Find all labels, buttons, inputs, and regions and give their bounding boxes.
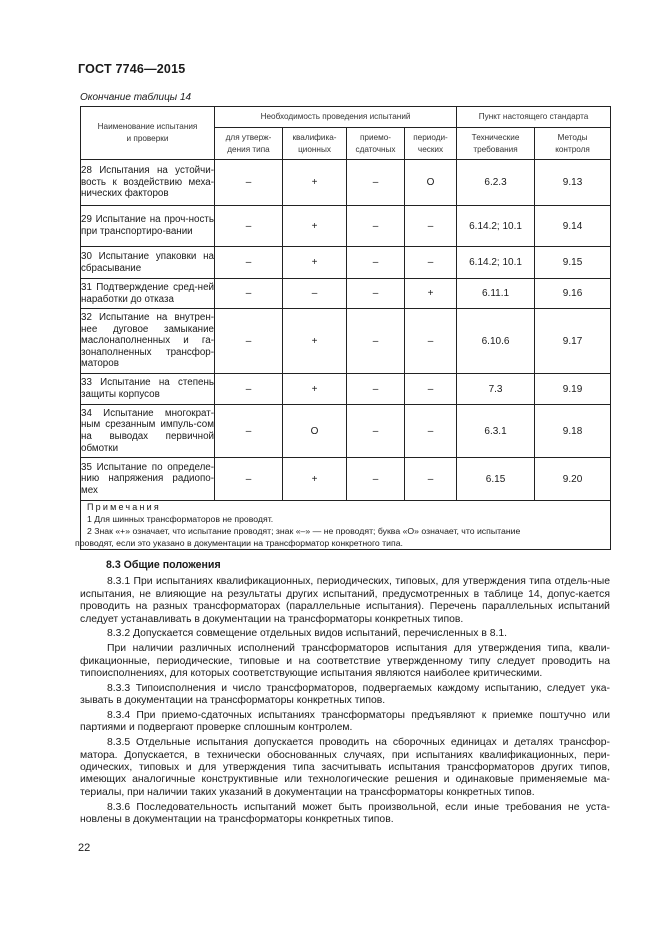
cell-type: – [215,309,283,374]
cell-qual: – [283,279,347,309]
cell-qual: + [283,247,347,279]
table-row [81,247,611,279]
cell-accept: – [347,247,405,279]
notes-row [81,501,611,550]
cell-period: – [405,206,457,247]
paragraph: 8.3.3 Типоисполнения и число трансформаторов, подвергаемых каждому испытанию, следует ука-зывать в документации на трансформаторы конкретных типов. [80,682,610,707]
test-name: 31 Подтверждение сред-ней наработки до отказа [81,279,215,309]
col-header-control-methods: Методы контроля [535,128,611,160]
cell-method: 9.20 [535,458,611,501]
table-row [81,160,611,206]
cell-type: – [215,374,283,405]
cell-qual: + [283,206,347,247]
cell-period: – [405,309,457,374]
col-header-type-approval: для утверж-дения типа [215,128,283,160]
table-row [81,458,611,501]
note-2-continuation: проводят, если это указано в документации на трансформатор конкретного типа. [75,538,403,548]
cell-accept: – [347,309,405,374]
cell-tech: 6.11.1 [457,279,535,309]
col-header-qualification: квалифика-ционных [283,128,347,160]
cell-method: 9.14 [535,206,611,247]
cell-method: 9.18 [535,405,611,458]
cell-type: – [215,247,283,279]
cell-period: – [405,247,457,279]
section-title: 8.3 Общие положения [106,559,221,571]
paragraph: 8.3.4 При приемо-сдаточных испытаниях трансформаторы предъявляют к приемке поштучно или партиями и подвергают проверке сплошным контролем. [80,710,610,734]
cell-method: 9.15 [535,247,611,279]
paragraph: При наличии различных исполнений трансформаторов испытания для утверждения типа, квали-фикационные, периодические, типовые и на соответствие утвержденному типу следует проводить на типоисполнениях, для которых соответствующие испытания являются наиболее критическими. [80,643,610,680]
col-header-technical-requirements: Технические требования [457,128,535,160]
cell-accept: – [347,206,405,247]
paragraph: 8.3.6 Последовательность испытаний может быть произвольной, если иные требования не уста-новлены в документации на трансформаторы конкретных типов. [80,801,610,826]
cell-method: 9.13 [535,160,611,206]
cell-tech: 6.3.1 [457,405,535,458]
cell-qual: + [283,160,347,206]
paragraph: 8.3.1 При испытаниях квалификационных, периодических, типовых, для утверждения типа отдель-ные испытания, не влияющие на результаты других испытаний, предусмотренных в таблице 14, допус-кается проводить на разных трансформаторах (параллельные испытания). Перечень параллельных испытаний следует устанавливать в документации на трансформаторы конкретных типов. [80,576,610,625]
cell-tech: 6.14.2; 10.1 [457,247,535,279]
tests-table [75,106,611,550]
cell-method: 9.17 [535,309,611,374]
page-number: 22 [78,842,91,854]
test-name: 29 Испытание на проч-ность при транспортиро-вании [81,206,215,247]
cell-type: – [215,405,283,458]
cell-type: – [215,206,283,247]
col-header-periodic: периоди-ческих [405,128,457,160]
table-row [81,374,611,405]
note-2: 2 Знак «+» означает, что испытание проводят; знак «–» — не проводят; буква «О» означает, что испытание [87,526,521,536]
paragraph: 8.3.5 Отдельные испытания допускается проводить на сборочных единицах и деталях трансфор-матора. Допускается, в технически обоснованных случаях, при испытаниях квалификационных, пери-одических, типовых и для утверждения типа засчитывать испытания трансформаторов других типов, имеющих аналогичные конструктивные или технологические решения и одинаковые применяемые ма-териалы, при наличии таких указаний в документации на трансформаторы конкретных типов. [80,737,610,798]
cell-type: – [215,279,283,309]
cell-accept: – [347,374,405,405]
cell-accept: – [347,279,405,309]
cell-accept: – [347,458,405,501]
table-caption: Окончание таблицы 14 [80,92,192,103]
cell-method: 9.16 [535,279,611,309]
header-clause: Пункт настоящего стандарта [457,107,611,128]
header-necessity: Необходимость проведения испытаний [215,107,457,128]
col-header-name: Наименование испытания и проверки [81,107,215,160]
cell-period: – [405,458,457,501]
cell-tech: 6.14.2; 10.1 [457,206,535,247]
cell-type: – [215,458,283,501]
cell-type: – [215,160,283,206]
document-header: ГОСТ 7746—2015 [78,62,186,76]
table-row [81,405,611,458]
test-name: 32 Испытание на внутрен-нее дуговое замыкание маслонаполненных и га-зонаполненных трансфор-маторов [81,309,215,374]
cell-period: – [405,374,457,405]
table-row [81,279,611,309]
cell-tech: 6.15 [457,458,535,501]
notes-title: Примечания [87,502,161,512]
test-name: 30 Испытание упаковки на сбрасывание [81,247,215,279]
cell-qual: + [283,458,347,501]
col-header-acceptance: приемо-сдаточных [347,128,405,160]
paragraph: 8.3.2 Допускается совмещение отдельных видов испытаний, перечисленных в 8.1. [107,628,508,640]
cell-tech: 7.3 [457,374,535,405]
test-name: 35 Испытание по определе-нию напряжения радиопо-мех [81,458,215,501]
test-name: 28 Испытания на устойчи-вость к воздействию меха-нических факторов [81,160,215,206]
cell-accept: – [347,405,405,458]
table-notes [75,501,611,550]
cell-qual: + [283,374,347,405]
cell-period: О [405,160,457,206]
cell-tech: 6.10.6 [457,309,535,374]
test-name: 34 Испытание многократ-ным срезанным импуль-сом на выводах первичной обмотки [81,405,215,458]
cell-tech: 6.2.3 [457,160,535,206]
table-row [81,309,611,374]
note-1: 1 Для шинных трансформаторов не проводят. [87,514,274,524]
section-body [80,559,610,829]
cell-period: – [405,405,457,458]
test-name: 33 Испытание на степень защиты корпусов [81,374,215,405]
cell-qual: + [283,309,347,374]
cell-period: + [405,279,457,309]
cell-qual: О [283,405,347,458]
table-row [81,206,611,247]
cell-method: 9.19 [535,374,611,405]
cell-accept: – [347,160,405,206]
